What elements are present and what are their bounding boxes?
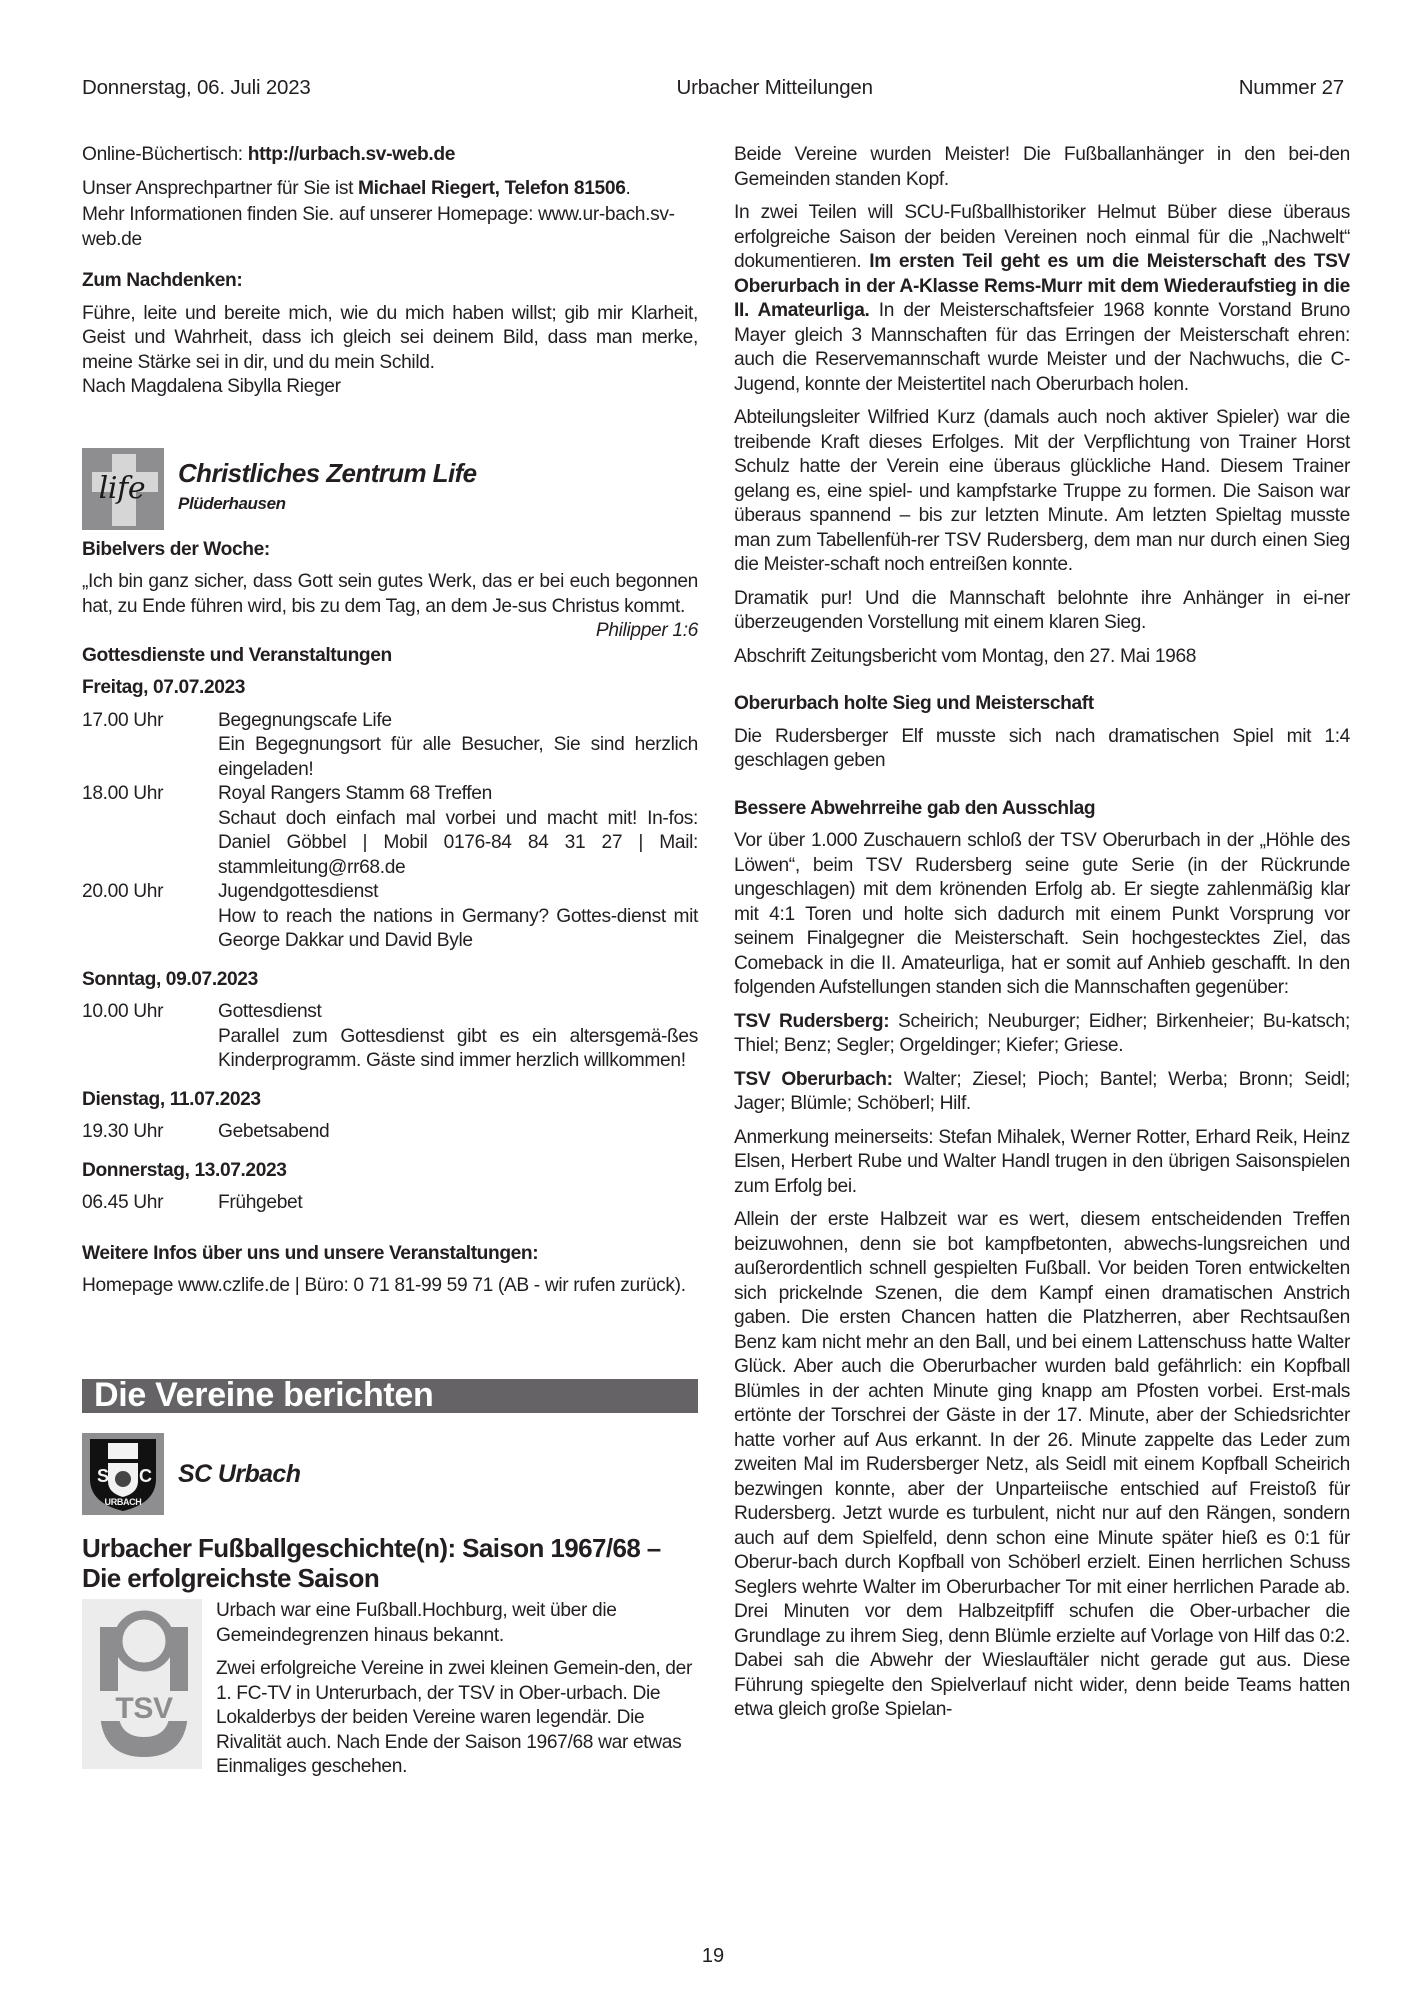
paragraph: Anmerkung meinerseits: Stefan Mihalek, Werner Rotter, Erhard Reik, Heinz Elsen, Herbert Rube und Walter Handl trugen in den übrigen Saisonspielen zum Erfolg bei. (734, 1126, 1350, 1197)
czlife-location: Plüderhausen (178, 493, 286, 513)
article-intro (82, 1599, 698, 1789)
verse-text: „Ich bin ganz sicher, dass Gott sein gutes Werk, das er bei euch begonnen hat, zu Ende führen wird, bis zu dem Tag, an dem Je-sus Christus kommt. (82, 571, 698, 617)
svg-text:URBACH: URBACH (104, 1497, 142, 1507)
header-publication: Urbacher Mitteilungen (676, 76, 873, 99)
article-title: Urbacher Fußballgeschichte(n): Saison 1967/68 – Die erfolgreichste Saison (82, 1533, 661, 1593)
event-row: 18.00 Uhr Royal Rangers Stamm 68 Treffen Schaut doch einfach mal vorbei und macht mit! In-fos: Daniel Göbbel | Mobil 0176-84 84 31 27 | Mail: stammleitung@rr68.de (82, 783, 698, 878)
club-crest-icon (82, 1433, 164, 1515)
event-row: 19.30 Uhr Gebetsabend (82, 1121, 330, 1142)
club-header (82, 1433, 698, 1515)
event-row: 17.00 Uhr Begegnungscafe Life Ein Begegnungsort für alle Besucher, Sie sind herzlich eingeladen! (82, 709, 698, 780)
section-banner: Die Vereine berichten (82, 1379, 698, 1414)
day-sunday (82, 968, 698, 1074)
page-header (82, 76, 1344, 100)
paragraph: Vor über 1.000 Zuschauern schloß der TSV Oberurbach in der „Höhle des Löwen“, beim TSV Rudersberg seine gute Serie (in der Rückrunde ungeschlagen) mit dem krönenden Erfolg ab. Er siegte zahlenmäßig klar mit 4:1 Toren und holte sich dadurch mit einem Punkt Vorsprung vor seinem Finalgegner die Meisterschaft. Sein hochgestecktes Ziel, das Comeback in die II. Amateurliga, hat er somit auf Anhieb geschafft. In den folgenden Aufstellungen standen sich die Mannschaften gegenüber: (734, 830, 1350, 998)
sc-urbach-logo (82, 1433, 164, 1515)
events-heading: Gottesdienste und Veranstaltungen (82, 644, 392, 666)
czlife-logo (82, 448, 164, 530)
paragraph: Beide Vereine wurden Meister! Die Fußballanhänger in den bei-den Gemeinden standen Kopf. (734, 144, 1350, 190)
day-date: Dienstag, 11.07.2023 (82, 1088, 261, 1110)
left-column (82, 143, 698, 1789)
paragraph: Allein der erste Halbzeit war es wert, diesem entscheidenden Treffen beizuwohnen, denn sie bot kampfbetonten, abwechs-lungsreichen und außerordentlich schnell gespielten Fußball. Vor beiden Toren entwickelten sich prickelnde Szenen, die dem Kampf einen dramatischen Anstrich gaben. Die ersten Chancen hatten die Platzherren, aber Rechtsaußen Benz kam nicht mehr an den Ball, und bei einem Lattenschuss hatte Walter Glück. Aber auch die Oberurbacher wurden bald gefährlich: ein Kopfball Blümles in der achten Minute ging knapp am Pfosten vorbei. Erst-mals ertönte der Torschrei der Gäste in der 17. Minute, aber der Schiedsrichter hatte vorher auf Aus erkannt. In der 26. Minute zappelte das Leder zum zweiten Mal im Rudersberger Netz, als Seidl mit einem Kopfball Scheirich bezwingen konnte, aber der Unparteiische entschied auf Freistoß für Rudersberg. Jetzt wurde es turbulent, nicht nur auf den Rängen, sondern auch auf dem Spielfeld, denn schon eine Minute später hieß es 0:1 für Oberur-bach durch Kopfball von Schöberl erzielt. Einen herrlichen Schuss Seglers wehrte Walter im Oberurbacher Tor mit einer herrlichen Parade ab. Drei Minuten vor dem Halbzeitpfiff schufen die Ober-urbacher die Grundlage zu ihrem Sieg, denn Blümle erzielte auf Vorlage von Hilf das 0:2. Dabei sah die Abwehr der Wieslauftäler nicht gerade gut aus. Diese Führung spiegelte den Spielverlauf nicht wider, denn beide Teams hatten etwa gleich große Spielan- (734, 1209, 1350, 1720)
verse-heading: Bibelvers der Woche: (82, 538, 270, 560)
header-date: Donnerstag, 06. Juli 2023 (82, 76, 311, 99)
day-date: Freitag, 07.07.2023 (82, 677, 246, 698)
svg-text:C: C (139, 1466, 152, 1486)
subheading: Bessere Abwehrreihe gab den Ausschlag (734, 797, 1096, 819)
day-thursday (82, 1159, 698, 1216)
cross-icon (82, 448, 164, 530)
paragraph: Abteilungsleiter Wilfried Kurz (damals auch noch aktiver Spieler) war die treibende Kraft dieses Erfolges. Mit der Verpflichtung von Trainer Horst Schulz hatte der Verein eine überaus glückliche Hand. Diesem Trainer gelang es, eine spiel- und kampfstarke Truppe zu formen. Die Saison war überaus spannend – bis zur letzten Minute. Am letzten Spieltag musste man zum Tabellenfüh-rer TSV Rudersberg, dem man nur durch einen Sieg die Meister-schaft noch entreißen konnte. (734, 407, 1350, 575)
subheading: Oberurbach holte Sieg und Meisterschaft (734, 693, 1094, 714)
contact-person: Unser Ansprechpartner für Sie ist Michael Riegert, Telefon 81506. (82, 177, 631, 199)
verse (82, 570, 698, 641)
online-bookstall: Online-Büchertisch: http://urbach.sv-web.de (82, 144, 456, 165)
verse-reference: Philipper 1:6 (595, 620, 698, 641)
more-info-text: Homepage www.czlife.de | Büro: 0 71 81-99 59 71 (AB - wir rufen zurück). (82, 1275, 686, 1296)
paragraph: Die Rudersberger Elf musste sich nach dramatischen Spiel mit 1:4 geschlagen geben (734, 725, 1350, 771)
reflection-heading: Zum Nachdenken: (82, 270, 243, 291)
paragraph: Dramatik pur! Und die Mannschaft belohnte ihre Anhänger in ei-ner überzeugenden Vorstellung mit einem klaren Sieg. (734, 587, 1350, 633)
lineup-oberurbach: TSV Oberurbach: Walter; Ziesel; Pioch; Bantel; Werba; Bronn; Seidl; Jager; Blümle; Schöberl; Hilf. (734, 1068, 1351, 1114)
intro-paragraph-1: Urbach war eine Fußball.Hochburg, weit über die Gemeindegrenzen hinaus bekannt. (216, 1600, 617, 1646)
lineup-rudersberg: TSV Rudersberg: Scheirich; Neuburger; Eidher; Birkenheier; Bu-katsch; Thiel; Benz; Segler; Orgeldinger; Kiefer; Griese. (734, 1010, 1350, 1056)
tsv-logo (82, 1599, 202, 1769)
more-info: Mehr Informationen finden Sie. auf unserer Homepage: www.ur-bach.sv-web.de (82, 204, 675, 250)
club-name: SC Urbach (178, 1459, 301, 1488)
page-number: 19 (701, 1945, 725, 1967)
svg-text:S: S (97, 1466, 109, 1486)
transcript-note: Abschrift Zeitungsbericht vom Montag, den 27. Mai 1968 (734, 645, 1197, 667)
czlife-header (82, 448, 698, 530)
intro-paragraph-2: Zwei erfolgreiche Vereine in zwei kleinen Gemein-den, der 1. FC-TV in Unterurbach, der TSV in Ober-urbach. Die Lokalderbys der beiden Vereine waren legendär. Die Rivalität auch. Nach Ende der Saison 1967/68 war etwas Einmaliges geschehen. (216, 1658, 692, 1777)
svg-text:life: life (98, 470, 146, 506)
event-row: 06.45 Uhr Frühgebet (82, 1192, 303, 1213)
day-tuesday (82, 1088, 698, 1145)
svg-text:TSV: TSV (115, 1692, 173, 1725)
day-date: Donnerstag, 13.07.2023 (82, 1159, 287, 1181)
czlife-name: Christliches Zentrum Life (178, 458, 477, 488)
day-date: Sonntag, 09.07.2023 (82, 968, 258, 990)
online-bookstall-link[interactable]: http://urbach.sv-web.de (247, 144, 456, 165)
reflection-text: Führe, leite und bereite mich, wie du mich haben willst; gib mir Klarheit, Geist und Wahrheit, dass ich gleich sei deinem Bild, dass man merke, meine Stärke sei in dir, und du mein Schild. (82, 302, 698, 373)
reflection-author: Nach Magdalena Sibylla Rieger (82, 376, 341, 397)
right-column (734, 143, 1350, 1732)
tsv-emblem-icon (82, 1599, 202, 1769)
event-row: 10.00 Uhr Gottesdienst Parallel zum Gottesdienst gibt es ein altersgemä-ßes Kinderprogramm. Gäste sind immer herzlich willkommen! (82, 1001, 698, 1071)
day-friday (82, 676, 698, 954)
header-issue: Nummer 27 (1238, 76, 1344, 99)
event-row: 20.00 Uhr Jugendgottesdienst How to reach the nations in Germany? Gottes-dienst mit George Dakkar und David Byle (82, 881, 698, 951)
more-info-heading: Weitere Infos über uns und unsere Veranstaltungen: (82, 1242, 539, 1264)
paragraph-intro: In zwei Teilen will SCU-Fußballhistoriker Helmut Büber diese überaus erfolgreiche Saison der beiden Vereinen noch einmal für die „Nachwelt“ dokumentieren. Im ersten Teil geht es um die Meisterschaft des TSV Oberurbach in der A-Klasse Rems-Murr mit dem Wiederaufstieg in die II. Amateurliga. In der Meisterschaftsfeier 1968 konnte Vorstand Bruno Mayer gleich 3 Mannschaften für das Erringen der Meisterschaft ehren: auch die Reservemannschaft wurde Meister und der Nachwuchs, die C-Jugend, konnte der Meistertitel nach Oberurbach holen. (734, 202, 1350, 395)
